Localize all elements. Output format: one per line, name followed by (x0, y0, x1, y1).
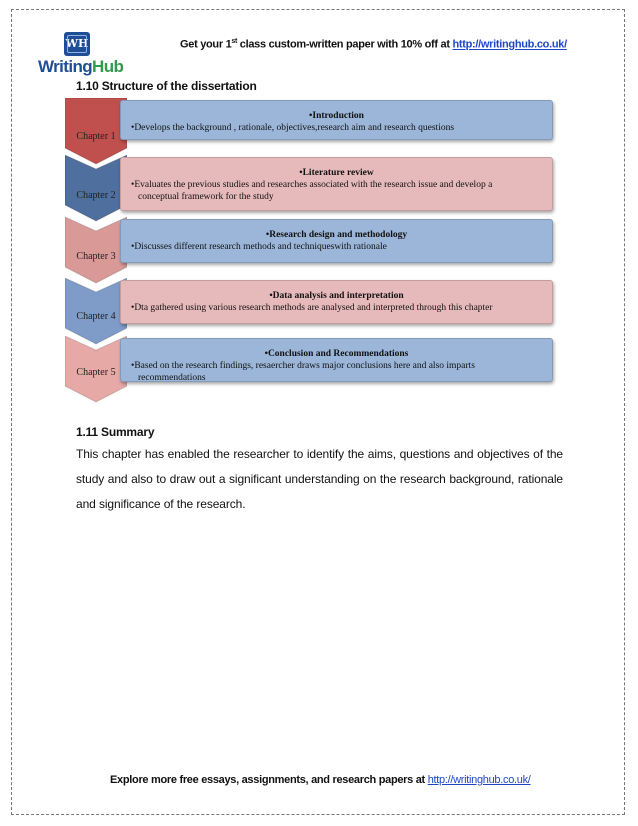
chapter-label: Chapter 3 (76, 251, 116, 262)
chapter-box (120, 157, 553, 211)
chapter-chevron (65, 336, 127, 404)
chapter-description-line: •Dta gathered using various research methods are analysed and interpreted through this chapter (131, 303, 493, 313)
logo-badge-icon: WH (64, 32, 90, 56)
chapter-box (120, 219, 553, 263)
chapter-description-line: •Evaluates the previous studies and researches associated with the research issue and develop a (131, 180, 493, 190)
summary-paragraph: This chapter has enabled the researcher to identify the aims, questions and objectives of the study and also to draw out a significant understanding on the research background, rationale and significance of the research. (76, 447, 563, 511)
chapter-chevron-shape (65, 217, 127, 283)
writinghub-logo[interactable] (38, 28, 124, 78)
header-link[interactable]: http://writinghub.co.uk/ (452, 38, 567, 51)
chapter-description-line: conceptual framework for the study (138, 191, 274, 202)
chapter-title: •Data analysis and interpretation (269, 291, 404, 301)
chapter-description-line: •Discusses different research methods and techniqueswith rationale (131, 242, 387, 252)
chapter-description-line: •Develops the background , rationale, objectives,research aim and research questions (131, 123, 455, 133)
section-title-summary: 1.11 Summary (76, 425, 155, 439)
chapter-chevron-shape (65, 155, 127, 221)
chapter-box (120, 280, 553, 324)
chapter-description (121, 361, 552, 384)
footer-link[interactable]: http://writinghub.co.uk/ (427, 774, 531, 786)
chapter-label: Chapter 5 (76, 367, 116, 378)
chapter-description (121, 242, 552, 254)
chapter-description (121, 180, 552, 203)
section-title-structure: 1.10 Structure of the dissertation (76, 79, 257, 93)
chapter-description (121, 123, 552, 135)
chapter-description-line: recommendations (138, 372, 206, 383)
chapter-label: Chapter 1 (76, 131, 116, 142)
logo-text: WritingHub (38, 57, 124, 76)
chapter-box (120, 338, 553, 382)
footer: Explore more free essays, assignments, and research papers at http://writinghub.co.uk/ (110, 774, 531, 786)
chapter-description-line: •Based on the research findings, resaercher draws major conclusions here and also imparts (131, 361, 475, 371)
chapter-title: •Research design and methodology (265, 230, 408, 240)
chapter-description (121, 303, 552, 315)
chapter-label: Chapter 4 (76, 311, 116, 322)
chapter-chevron (65, 217, 127, 285)
chapter-title: •Literature review (299, 168, 374, 178)
chapter-box (120, 100, 553, 140)
chapter-label: Chapter 2 (76, 190, 116, 201)
chapter-title: •Introduction (309, 111, 364, 121)
promo-header: Get your 1st class custom-written paper with 10% off at http://writinghub.co.uk/ (180, 38, 567, 51)
chapter-title: •Conclusion and Recommendations (264, 349, 409, 359)
chapter-chevron (65, 155, 127, 223)
